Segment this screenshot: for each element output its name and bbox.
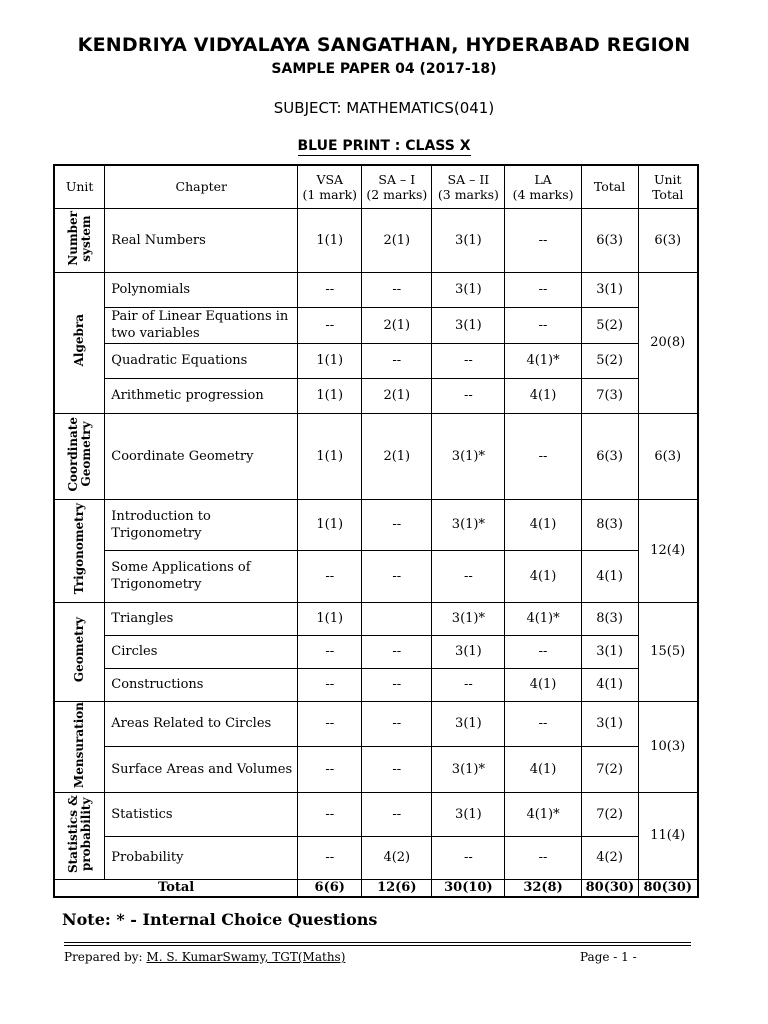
header-unit-total-label: Unit	[653, 171, 682, 187]
table-row	[54, 668, 698, 701]
header-row	[54, 165, 698, 208]
chapter-cell: Coordinate Geometry	[105, 413, 298, 499]
table-row	[54, 836, 698, 879]
sa1-cell: --	[362, 499, 432, 550]
table-row	[54, 208, 698, 272]
la-cell: --	[505, 836, 581, 879]
total-cell: 7(2)	[581, 792, 638, 836]
la-cell: --	[505, 635, 581, 668]
header-la-label: LA	[534, 171, 552, 187]
la-cell: --	[505, 208, 581, 272]
header-unit: Unit	[54, 165, 105, 208]
vsa-cell: --	[298, 668, 362, 701]
table-row	[54, 550, 698, 602]
blueprint-heading-text: BLUE PRINT : CLASS X	[297, 138, 471, 154]
sa1-cell: --	[362, 792, 432, 836]
unit-label: Geometry	[72, 616, 87, 683]
unit-total-cell: 12(4)	[638, 499, 698, 602]
sa2-cell: --	[432, 836, 505, 879]
sa2-cell: --	[432, 550, 505, 602]
sa1-cell: 2(1)	[362, 378, 432, 413]
grand-total-la: 32(8)	[505, 879, 581, 897]
header-sa1	[362, 165, 432, 208]
header-sa2-marks: (3 marks)	[437, 186, 499, 202]
subject-line: SUBJECT: MATHEMATICS(041)	[273, 99, 495, 117]
prepared-by-label: Prepared by:	[64, 950, 147, 964]
vsa-cell: 1(1)	[298, 499, 362, 550]
table-row	[54, 272, 698, 307]
total-cell: 6(3)	[581, 208, 638, 272]
sa2-cell: 3(1)	[432, 701, 505, 747]
sa2-cell: 3(1)*	[432, 602, 505, 635]
total-cell: 3(1)	[581, 272, 638, 307]
sa2-cell: --	[432, 378, 505, 413]
unit-label: Coordinate Geometry	[65, 416, 93, 492]
grand-total-unit-total: 80(30)	[638, 879, 698, 897]
table-row	[54, 635, 698, 668]
header-vsa	[298, 165, 362, 208]
page-number: Page - 1 -	[580, 950, 637, 964]
blueprint-heading	[0, 138, 768, 154]
vsa-cell: 1(1)	[298, 208, 362, 272]
chapter-cell: Statistics	[105, 792, 298, 836]
unit-label: Mensuration	[72, 701, 87, 788]
grand-total-label: Total	[54, 879, 298, 897]
la-cell: 4(1)	[505, 747, 581, 793]
unit-statistics-probability	[54, 792, 105, 879]
vsa-cell: 1(1)	[298, 378, 362, 413]
la-cell: 4(1)*	[505, 602, 581, 635]
table-row	[54, 378, 698, 413]
chapter-cell: Pair of Linear Equations in two variables	[105, 307, 298, 343]
header-chapter: Chapter	[105, 165, 298, 208]
chapter-cell: Introduction to Trigonometry	[105, 499, 298, 550]
total-cell: 7(2)	[581, 747, 638, 793]
table-row	[54, 792, 698, 836]
prepared-by-name: M. S. KumarSwamy, TGT(Maths)	[146, 950, 346, 964]
vsa-cell: --	[298, 272, 362, 307]
unit-algebra	[54, 272, 105, 413]
total-cell: 8(3)	[581, 602, 638, 635]
vsa-cell: --	[298, 747, 362, 793]
sa1-cell: --	[362, 668, 432, 701]
table-row	[54, 343, 698, 378]
grand-total-vsa: 6(6)	[298, 879, 362, 897]
vsa-cell: --	[298, 701, 362, 747]
total-cell: 5(2)	[581, 343, 638, 378]
header-sa1-marks: (2 marks)	[366, 186, 428, 202]
la-cell: 4(1)	[505, 550, 581, 602]
chapter-cell: Circles	[105, 635, 298, 668]
vsa-cell: --	[298, 550, 362, 602]
header-vsa-label: VSA	[316, 171, 344, 187]
sa1-cell: 4(2)	[362, 836, 432, 879]
la-cell: --	[505, 272, 581, 307]
unit-label: Number system	[65, 210, 93, 266]
unit-label: Trigonometry	[72, 502, 87, 595]
la-cell: 4(1)	[505, 499, 581, 550]
la-cell: --	[505, 701, 581, 747]
sa2-cell: 3(1)*	[432, 747, 505, 793]
sa1-cell: --	[362, 550, 432, 602]
la-cell: 4(1)	[505, 668, 581, 701]
unit-coordinate-geometry	[54, 413, 105, 499]
unit-geometry	[54, 602, 105, 701]
total-cell: 3(1)	[581, 635, 638, 668]
internal-choice-note: Note: * - Internal Choice Questions	[62, 910, 378, 929]
sa1-cell: --	[362, 747, 432, 793]
header-unit-total	[638, 165, 698, 208]
header-vsa-marks: (1 mark)	[302, 186, 358, 202]
header-sa1-label: SA – I	[378, 171, 416, 187]
unit-mensuration	[54, 701, 105, 792]
document-subtitle: SAMPLE PAPER 04 (2017-18)	[271, 61, 497, 77]
sa1-cell	[362, 602, 432, 635]
unit-label: Algebra	[72, 314, 87, 367]
sa1-cell: --	[362, 635, 432, 668]
table-row	[54, 701, 698, 747]
table-row	[54, 413, 698, 499]
total-cell: 6(3)	[581, 413, 638, 499]
document-title: KENDRIYA VIDYALAYA SANGATHAN, HYDERABAD REGION	[77, 34, 691, 56]
header-la	[505, 165, 581, 208]
chapter-cell: Some Applications of Trigonometry	[105, 550, 298, 602]
la-cell: 4(1)*	[505, 792, 581, 836]
unit-total-cell: 15(5)	[638, 602, 698, 701]
unit-total-cell: 20(8)	[638, 272, 698, 413]
vsa-cell: --	[298, 836, 362, 879]
footer-divider	[64, 942, 691, 943]
unit-trigonometry	[54, 499, 105, 602]
grand-total-sa2: 30(10)	[432, 879, 505, 897]
header-sa2	[432, 165, 505, 208]
grand-total-row	[54, 879, 698, 897]
sa2-cell: 3(1)*	[432, 499, 505, 550]
sa1-cell: --	[362, 343, 432, 378]
unit-total-cell: 11(4)	[638, 792, 698, 879]
sa1-cell: --	[362, 272, 432, 307]
chapter-cell: Arithmetic progression	[105, 378, 298, 413]
sa2-cell: 3(1)	[432, 792, 505, 836]
table-row	[54, 499, 698, 550]
chapter-cell: Real Numbers	[105, 208, 298, 272]
grand-total-sa1: 12(6)	[362, 879, 432, 897]
blueprint-table	[53, 164, 699, 898]
table-row	[54, 602, 698, 635]
total-cell: 5(2)	[581, 307, 638, 343]
chapter-cell: Constructions	[105, 668, 298, 701]
total-cell: 4(1)	[581, 550, 638, 602]
sa1-cell: 2(1)	[362, 413, 432, 499]
la-cell: 4(1)	[505, 378, 581, 413]
table-row	[54, 747, 698, 793]
unit-total-cell: 6(3)	[638, 413, 698, 499]
footer-divider-double	[64, 945, 691, 946]
sa2-cell: --	[432, 343, 505, 378]
unit-total-cell: 10(3)	[638, 701, 698, 792]
sa2-cell: 3(1)*	[432, 413, 505, 499]
grand-total-total: 80(30)	[581, 879, 638, 897]
total-cell: 4(2)	[581, 836, 638, 879]
vsa-cell: --	[298, 307, 362, 343]
vsa-cell: --	[298, 792, 362, 836]
vsa-cell: --	[298, 635, 362, 668]
unit-label: Statistics & probability	[65, 794, 93, 873]
header-unit-total-sub: Total	[652, 186, 684, 202]
sa2-cell: 3(1)	[432, 208, 505, 272]
total-cell: 7(3)	[581, 378, 638, 413]
vsa-cell: 1(1)	[298, 413, 362, 499]
sa1-cell: --	[362, 701, 432, 747]
chapter-cell: Areas Related to Circles	[105, 701, 298, 747]
sa2-cell: --	[432, 668, 505, 701]
chapter-cell: Triangles	[105, 602, 298, 635]
vsa-cell: 1(1)	[298, 343, 362, 378]
sa1-cell: 2(1)	[362, 307, 432, 343]
la-cell: --	[505, 307, 581, 343]
vsa-cell: 1(1)	[298, 602, 362, 635]
table-row	[54, 307, 698, 343]
chapter-cell: Polynomials	[105, 272, 298, 307]
sa2-cell: 3(1)	[432, 635, 505, 668]
sa2-cell: 3(1)	[432, 272, 505, 307]
chapter-cell: Quadratic Equations	[105, 343, 298, 378]
total-cell: 8(3)	[581, 499, 638, 550]
header-la-marks: (4 marks)	[512, 186, 574, 202]
chapter-cell: Probability	[105, 836, 298, 879]
total-cell: 4(1)	[581, 668, 638, 701]
unit-number-system	[54, 208, 105, 272]
sa2-cell: 3(1)	[432, 307, 505, 343]
chapter-cell: Surface Areas and Volumes	[105, 747, 298, 793]
la-cell: 4(1)*	[505, 343, 581, 378]
la-cell: --	[505, 413, 581, 499]
total-cell: 3(1)	[581, 701, 638, 747]
header-sa2-label: SA – II	[447, 171, 490, 187]
header-total: Total	[581, 165, 638, 208]
unit-total-cell: 6(3)	[638, 208, 698, 272]
sa1-cell: 2(1)	[362, 208, 432, 272]
prepared-by	[64, 950, 345, 964]
